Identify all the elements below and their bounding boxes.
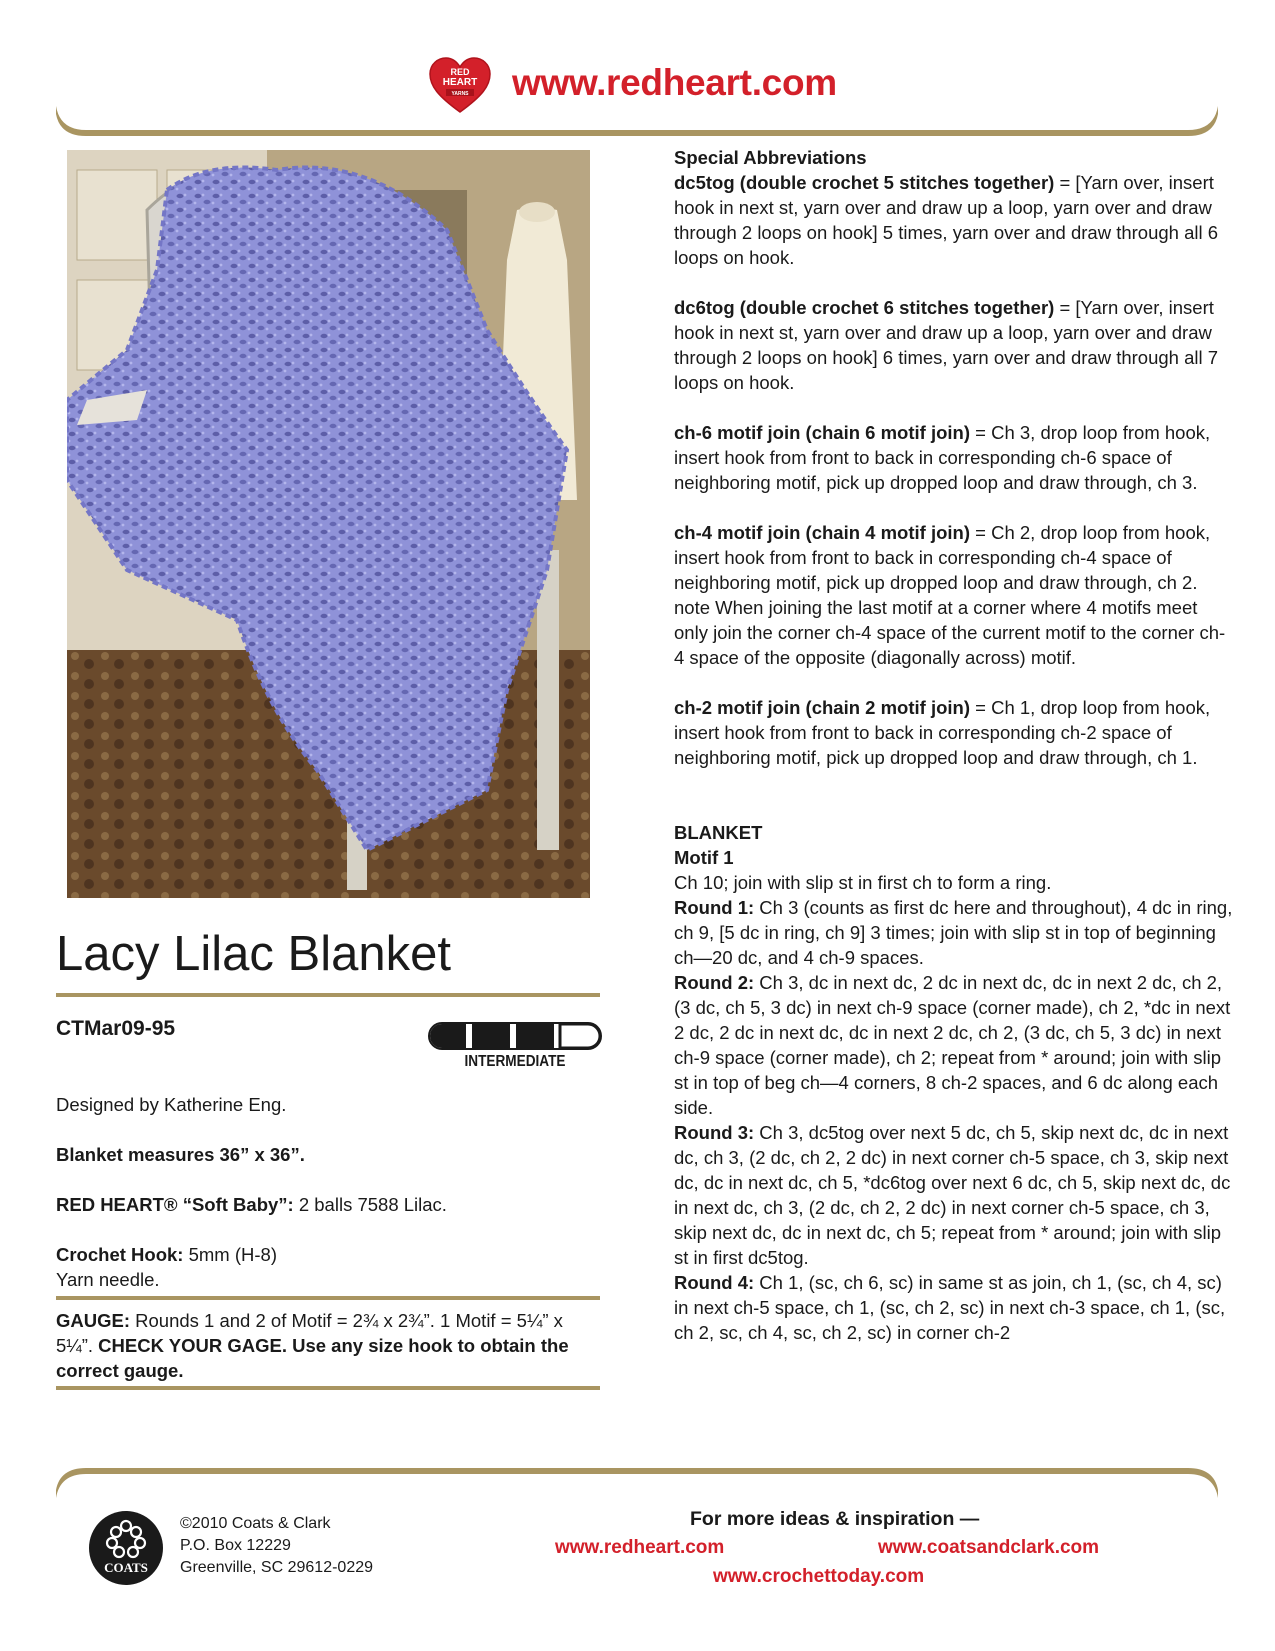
copyright-line: ©2010 Coats & Clark — [180, 1515, 331, 1532]
hook-label: Crochet Hook: — [56, 1244, 184, 1265]
hook-info — [56, 1242, 600, 1267]
abbr-def: = [Yarn over, insert hook in next st, yarn over and draw up a loop, yarn over and draw through 2 loops on hook] 6 times, yarn over and draw through all 7 loops on hook. — [674, 297, 1219, 393]
abbreviation-dc6tog — [674, 295, 1234, 395]
title-rule — [56, 993, 600, 997]
abbr-term: ch-2 motif join (chain 2 motif join) — [674, 697, 970, 718]
yarn-label: RED HEART® “Soft Baby”: — [56, 1194, 294, 1215]
abbr-def: = Ch 3, drop loop from hook, insert hook from front to back in corresponding ch-6 space of neighboring motif, pick up dropped loop and draw through, ch 3. — [674, 422, 1211, 493]
blanket-heading: BLANKET — [674, 822, 763, 843]
pattern-title: Lacy Lilac Blanket — [56, 927, 451, 981]
yarn-info — [56, 1192, 600, 1217]
gauge-text: Rounds 1 and 2 of Motif = 2¾ x 2¾”. 1 Motif = 5¼” x 5¼”. — [56, 1310, 563, 1356]
footer-link-redheart[interactable]: www.redheart.com — [555, 1537, 725, 1558]
abbr-def: = [Yarn over, insert hook in next st, yarn over and draw up a loop, yarn over and draw through 2 loops on hook] 5 times, yarn over and draw through all 6 loops on hook. — [674, 172, 1219, 268]
gauge-bottom-rule — [56, 1386, 600, 1390]
footer-link-coatsandclark[interactable]: www.coatsandclark.com — [878, 1537, 1100, 1558]
logo-text-red: RED — [450, 67, 470, 77]
round-text: Ch 3 (counts as first dc here and throughout), 4 dc in ring, ch 9, [5 dc in ring, ch 9] 3 times; join with slip st in top of beginning ch—20 dc, and 4 ch-9 spaces. — [674, 897, 1233, 968]
round-text: Ch 3, dc in next dc, 2 dc in next dc, dc in next 2 dc, ch 2, (3 dc, ch 5, 3 dc) in next ch-9 space (corner made), ch 2, *dc in next 2 dc, 2 dc in next dc, dc in next 2 dc, ch 2, (3 dc, ch 5, 3 dc) in next ch-9 space (corner made), ch 2; repeat from * around; join with slip st in top of beg ch—4 corners, 8 ch-2 spaces, and 6 dc along each side. — [674, 972, 1231, 1118]
round-text: Ch 1, (sc, ch 6, sc) in same st as join, ch 1, (sc, ch 4, sc) in next ch-5 space, ch 1, (sc, ch 2, sc) in next ch-3 space, ch 1, (sc, ch 2, sc, ch 4, sc, ch 2, sc) in corner ch-2 — [674, 1272, 1226, 1343]
round-text: Ch 3, dc5tog over next 5 dc, ch 5, skip next dc, dc in next dc, ch 3, (2 dc, ch 2, 2 dc) in next corner ch-5 space, ch 3, skip next dc, dc in next dc, ch 5, *dc6tog over next 6 dc, ch 5, skip next dc, dc in next dc, ch 3, (2 dc, ch 2, 2 dc) in next corner ch-5 space, ch 3, skip next dc, dc in next dc, ch 5; repeat from * around; join with slip st in first dc5tog. — [674, 1122, 1231, 1268]
round-label: Round 2: — [674, 972, 755, 993]
pattern-code: CTMar09-95 — [56, 1017, 176, 1040]
abbreviations-heading: Special Abbreviations — [674, 147, 867, 168]
gauge-warning: CHECK YOUR GAGE. Use any size hook to obtain the correct gauge. — [56, 1335, 569, 1381]
round-2 — [674, 970, 1234, 1120]
abbreviation-ch2-join — [674, 695, 1234, 770]
needle-info: Yarn needle. — [56, 1269, 160, 1290]
gauge-label: GAUGE: — [56, 1310, 130, 1331]
abbr-def: = Ch 1, drop loop from hook, insert hook from front to back in corresponding ch-2 space of neighboring motif, pick up dropped loop and draw through, ch 1. — [674, 697, 1211, 768]
abbr-term: ch-6 motif join (chain 6 motif join) — [674, 422, 970, 443]
abbreviation-ch4-join — [674, 520, 1234, 670]
designer-credit: Designed by Katherine Eng. — [56, 1094, 287, 1115]
blanket-measurements: Blanket measures 36” x 36”. — [56, 1144, 305, 1165]
footer-gold-band — [56, 1468, 1218, 1498]
yarn-value: 2 balls 7588 Lilac. — [293, 1194, 447, 1215]
company-address — [180, 1513, 373, 1579]
abbreviation-dc5tog — [674, 170, 1234, 270]
round-label: Round 1: — [674, 897, 755, 918]
motif-intro: Ch 10; join with slip st in first ch to form a ring. — [674, 872, 1052, 893]
coats-logo-text: COATS — [104, 1560, 148, 1575]
gauge-info — [56, 1308, 600, 1383]
round-1 — [674, 895, 1234, 970]
header-gold-band — [56, 106, 1218, 136]
abbr-def: = Ch 2, drop loop from hook, insert hook from front to back in corresponding ch-4 space of neighboring motif, pick up dropped loop and draw through, ch 2. note When joining the last motif at a corner where 4 motifs meet only join the corner ch-4 space of the current motif to the corner ch-4 space of the opposite (diagonally across) motif. — [674, 522, 1226, 668]
gauge-top-rule — [56, 1296, 600, 1300]
skill-level-meter — [428, 1022, 602, 1050]
po-box-line: P.O. Box 12229 — [180, 1537, 291, 1554]
blanket-photo — [67, 150, 590, 898]
abbreviation-ch6-join — [674, 420, 1234, 495]
abbr-term: dc5tog (double crochet 5 stitches together) — [674, 172, 1055, 193]
skill-segment-3 — [516, 1024, 554, 1048]
abbr-term: ch-4 motif join (chain 4 motif join) — [674, 522, 970, 543]
more-ideas-text: For more ideas & inspiration — — [690, 1508, 980, 1530]
footer-link-crochettoday[interactable]: www.crochettoday.com — [713, 1566, 925, 1587]
skill-level-label: INTERMEDIATE — [464, 1053, 566, 1070]
skill-segment-1 — [430, 1024, 466, 1048]
skill-segment-4 — [560, 1024, 600, 1048]
header-site-url[interactable]: www.redheart.com — [512, 62, 837, 103]
round-label: Round 3: — [674, 1122, 755, 1143]
logo-text-heart: HEART — [442, 77, 478, 88]
round-3 — [674, 1120, 1234, 1270]
coats-logo[interactable] — [88, 1510, 164, 1586]
hook-value: 5mm (H-8) — [183, 1244, 277, 1265]
abbr-term: dc6tog (double crochet 6 stitches together) — [674, 297, 1055, 318]
round-4 — [674, 1270, 1234, 1345]
city-line: Greenville, SC 29612-0229 — [180, 1559, 374, 1576]
skill-segment-2 — [472, 1024, 510, 1048]
round-label: Round 4: — [674, 1272, 755, 1293]
motif-heading: Motif 1 — [674, 847, 734, 868]
instructions-column — [674, 145, 1234, 1345]
logo-text-yarns: YARNS — [451, 91, 469, 97]
